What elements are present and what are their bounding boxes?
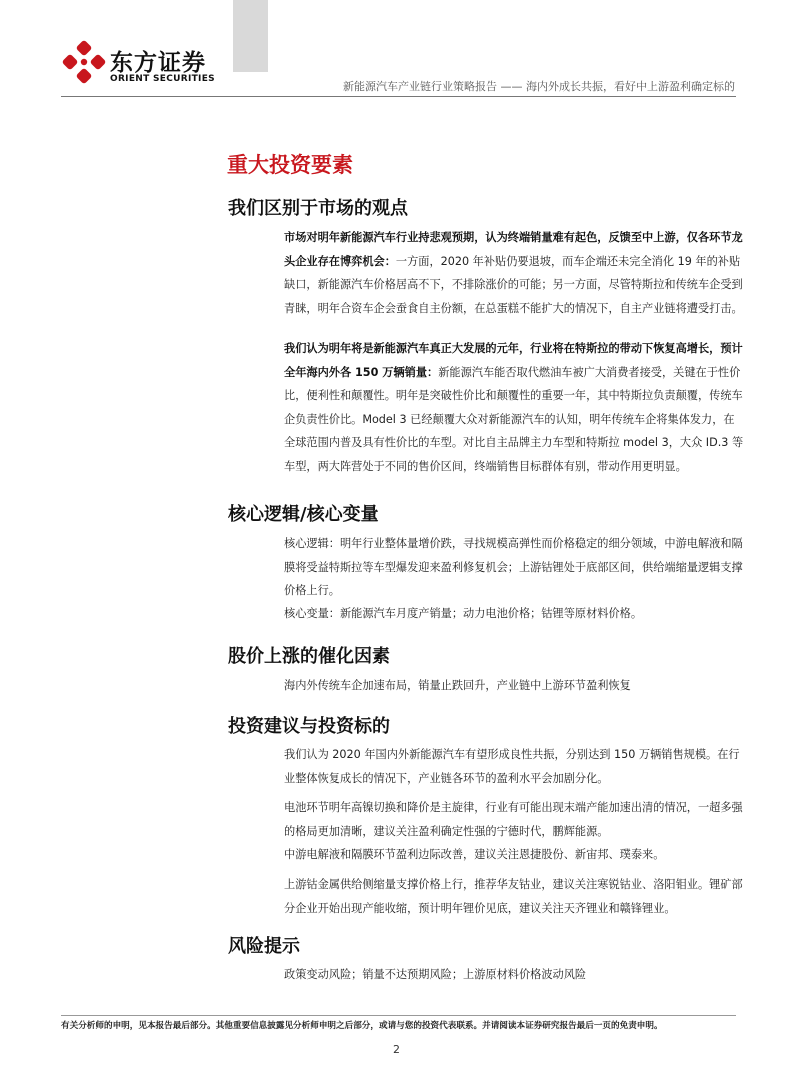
advice-paragraph-2: 电池环节明年高镍切换和降价是主旋律，行业有可能出现末端产能加速出清的情况，一超多强的格局更加清晰，建议关注盈利确定性强的宁德时代，鹏辉能源。 [284, 801, 743, 838]
header-divider [61, 96, 736, 97]
section-heading-catalyst: 股价上涨的催化因素 [228, 646, 390, 667]
view-paragraph-2 [284, 337, 744, 478]
advice-paragraph-4: 上游钴金属供给侧缩量支撑价格上行，推荐华友钴业，建议关注寒锐钴业、洛阳钼业。锂矿部分企业开始出现产能收缩，预计明年锂价见底，建议关注天齐锂业和赣锋锂业。 [284, 878, 743, 915]
view-p1-text: 一方面，2020 年补贴仍要退坡，而车企端还未完全消化 19 年的补贴缺口，新能源汽车价格居高不下，不排除涨价的可能；另一方面，尽管特斯拉和传统车企受到青睐，明年合资车企会蚕食自主份额，在总蛋糕不能扩大的情况下，自主产业链将遭受打击。 [284, 254, 743, 315]
footer-divider [61, 1015, 736, 1016]
view-p2-text: 新能源汽车能否取代燃油车被广大消费者接受，关键在于性价比，便利性和颠覆性。明年是突破性价比和颠覆性的重要一年，其中特斯拉负责颠覆，传统车企负责性价比。Model 3 已经颠覆大众对新能源汽车的认知，明年传统车企将集体发力，在全球范围内普及具有性价比的车型。对比自主品牌主力车型和特斯拉 model 3，大众 ID.3 等车型，两大阵营处于不同的售价区间，终端销售目标群体有别，带动作用更明显。 [284, 365, 744, 473]
section-heading-risk: 风险提示 [228, 936, 300, 957]
brand-name-en: ORIENT SECURITIES [110, 74, 215, 84]
page-number: 2 [393, 1043, 400, 1056]
logic-paragraph-1: 核心逻辑：明年行业整体量增价跌，寻找规模高弹性而价格稳定的细分领域，中游电解液和隔膜将受益特斯拉等车型爆发迎来盈利修复机会；上游钴锂处于底部区间，供给端缩量逻辑支撑价格上行。 [284, 537, 743, 597]
catalyst-paragraph-1: 海内外传统车企加速布局，销量止跌回升，产业链中上游环节盈利恢复 [284, 679, 631, 692]
view-p2-bold: 我们认为明年将是新能源汽车真正大发展的元年，行业将在特斯拉的带动下恢复高增长，预计全年海内外各 150 万辆销量： [284, 342, 743, 379]
report-title: 新能源汽车产业链行业策略报告 —— 海内外成长共振，看好中上游盈利确定标的 [343, 80, 735, 93]
advice-paragraph-3: 中游电解液和隔膜环节盈利边际改善，建议关注恩捷股份、新宙邦、璞泰来。 [284, 848, 665, 861]
section-heading-view: 我们区别于市场的观点 [228, 198, 408, 219]
view-paragraph-1 [284, 226, 744, 320]
view-p1-bold: 市场对明年新能源汽车行业持悲观预期，认为终端销量难有起色，反馈至中上游，仅各环节龙头企业存在博弈机会： [284, 231, 743, 268]
risk-paragraph-1: 政策变动风险；销量不达预期风险；上游原材料价格波动风险 [284, 968, 587, 981]
brand-name-cn: 东方证券 [110, 50, 206, 76]
advice-paragraph-1: 我们认为 2020 年国内外新能源汽车有望形成良性共振，分别达到 150 万辆销售规模。在行业整体恢复成长的情况下，产业链各环节的盈利水平会加剧分化。 [284, 748, 740, 785]
footer-disclaimer: 有关分析师的申明，见本报告最后部分。其他重要信息披露见分析师申明之后部分，或请与您的投资代表联系。并请阅读本证券研究报告最后一页的免责申明。 [61, 1021, 663, 1031]
section-heading-logic: 核心逻辑/核心变量 [228, 504, 379, 525]
logic-paragraph-2: 核心变量：新能源汽车月度产销量；动力电池价格；钴锂等原材料价格。 [284, 607, 643, 620]
main-section-title: 重大投资要素 [227, 153, 353, 177]
header-decor-block [233, 0, 268, 72]
orient-securities-logo-icon [62, 40, 106, 84]
section-heading-advice: 投资建议与投资标的 [228, 716, 390, 737]
